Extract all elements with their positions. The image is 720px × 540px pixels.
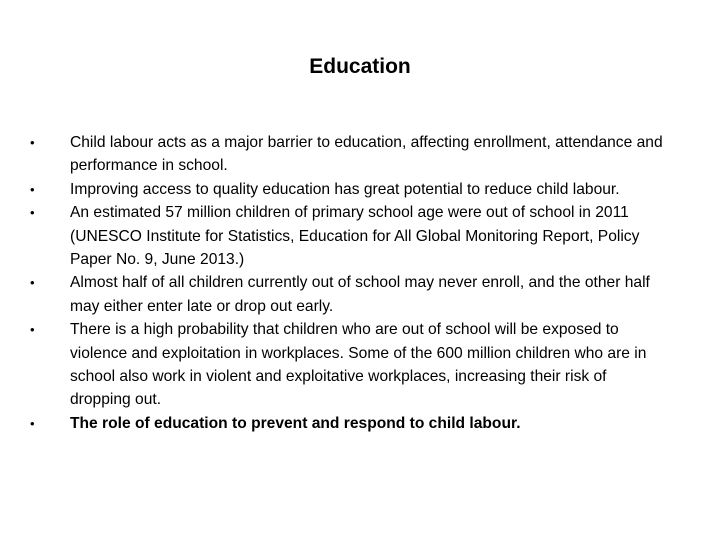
bullet-item (30, 201, 670, 271)
bullet-text: There is a high probability that children who are out of school will be exposed to violence and exploitation in workplaces. Some of the 600 million children who are in school also work in violent and exploitative workplaces, increasing their risk of dropping out. (70, 321, 647, 409)
bullet-dot-icon: • (30, 205, 35, 221)
bullet-item-conclusion (30, 412, 670, 435)
slide-title: Education (309, 55, 411, 78)
bullet-item (30, 131, 670, 178)
bullet-text-bold: The role of education to prevent and respond to child labour. (70, 414, 521, 432)
bullet-dot-icon: • (30, 415, 35, 431)
bullet-dot-icon: • (30, 275, 35, 291)
bullet-dot-icon: • (30, 135, 35, 150)
bullet-dot-icon: • (30, 181, 35, 197)
bullet-text: Child labour acts as a major barrier to education, affecting enrollment, attendance and performance in school. (70, 134, 663, 175)
bullet-text: Almost half of all children currently out of school may never enroll, and the other half may either enter late or drop out early. (70, 274, 650, 315)
bullet-item (30, 178, 670, 201)
bullet-text: An estimated 57 million children of primary school age were out of school in 2011 (UNESCO Institute for Statistics, Education for All Global Monitoring Report, Policy Paper No. 9, June 2013.) (70, 204, 640, 269)
bullet-item (30, 318, 670, 412)
bullet-item (30, 271, 670, 318)
bullet-list (30, 131, 670, 435)
bullet-dot-icon: • (30, 322, 35, 338)
bullet-text: Improving access to quality education has great potential to reduce child labour. (70, 180, 620, 198)
